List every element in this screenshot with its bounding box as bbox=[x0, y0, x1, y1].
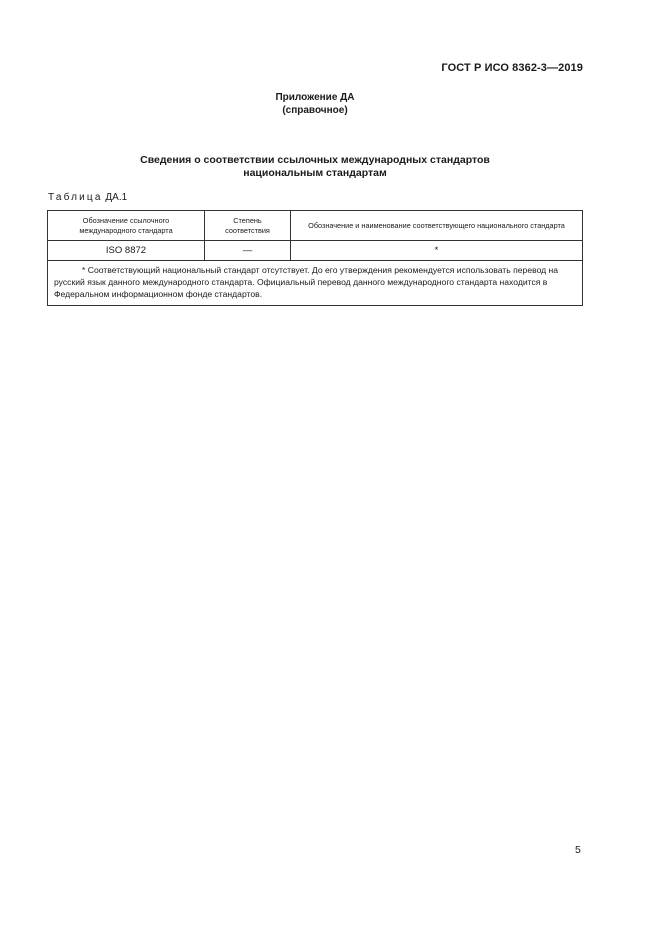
section-title bbox=[0, 154, 630, 180]
correspondence-table bbox=[47, 210, 583, 306]
header-degree-of-correspondence: Степень соответствия bbox=[205, 211, 291, 241]
cell-international-standard: ISO 8872 bbox=[48, 241, 205, 261]
page-number: 5 bbox=[575, 844, 581, 856]
header-national-standard: Обозначение и наименование соответствующего национального стандарта bbox=[291, 211, 583, 241]
document-code: ГОСТ Р ИСО 8362-3—2019 bbox=[441, 62, 583, 74]
table-label-number: ДА.1 bbox=[105, 192, 128, 203]
table-footnote bbox=[48, 261, 583, 306]
annex-subtitle: (справочное) bbox=[282, 105, 348, 116]
table-footnote-text: * Соответствующий национальный стандарт отсутствует. До его утверждения рекомендуется использовать перевод на русский язык данного международного стандарта. Официальный перевод данного международного стандарта находится в Федеральном информационном фонде стандартов. bbox=[54, 265, 559, 299]
section-title-line-2: национальным стандартам bbox=[243, 167, 387, 179]
cell-national-standard: * bbox=[291, 241, 583, 261]
table-footnote-row bbox=[48, 261, 583, 306]
section-title-line-1: Сведения о соответствии ссылочных международных стандартов bbox=[140, 154, 490, 166]
annex-title: Приложение ДА bbox=[275, 92, 355, 103]
table-row bbox=[48, 241, 583, 261]
cell-degree-of-correspondence: — bbox=[205, 241, 291, 261]
table-label bbox=[48, 192, 127, 203]
table-label-prefix: Таблица bbox=[48, 192, 103, 203]
table-header-row bbox=[48, 211, 583, 241]
header-international-standard: Обозначение ссылочного международного стандарта bbox=[48, 211, 205, 241]
